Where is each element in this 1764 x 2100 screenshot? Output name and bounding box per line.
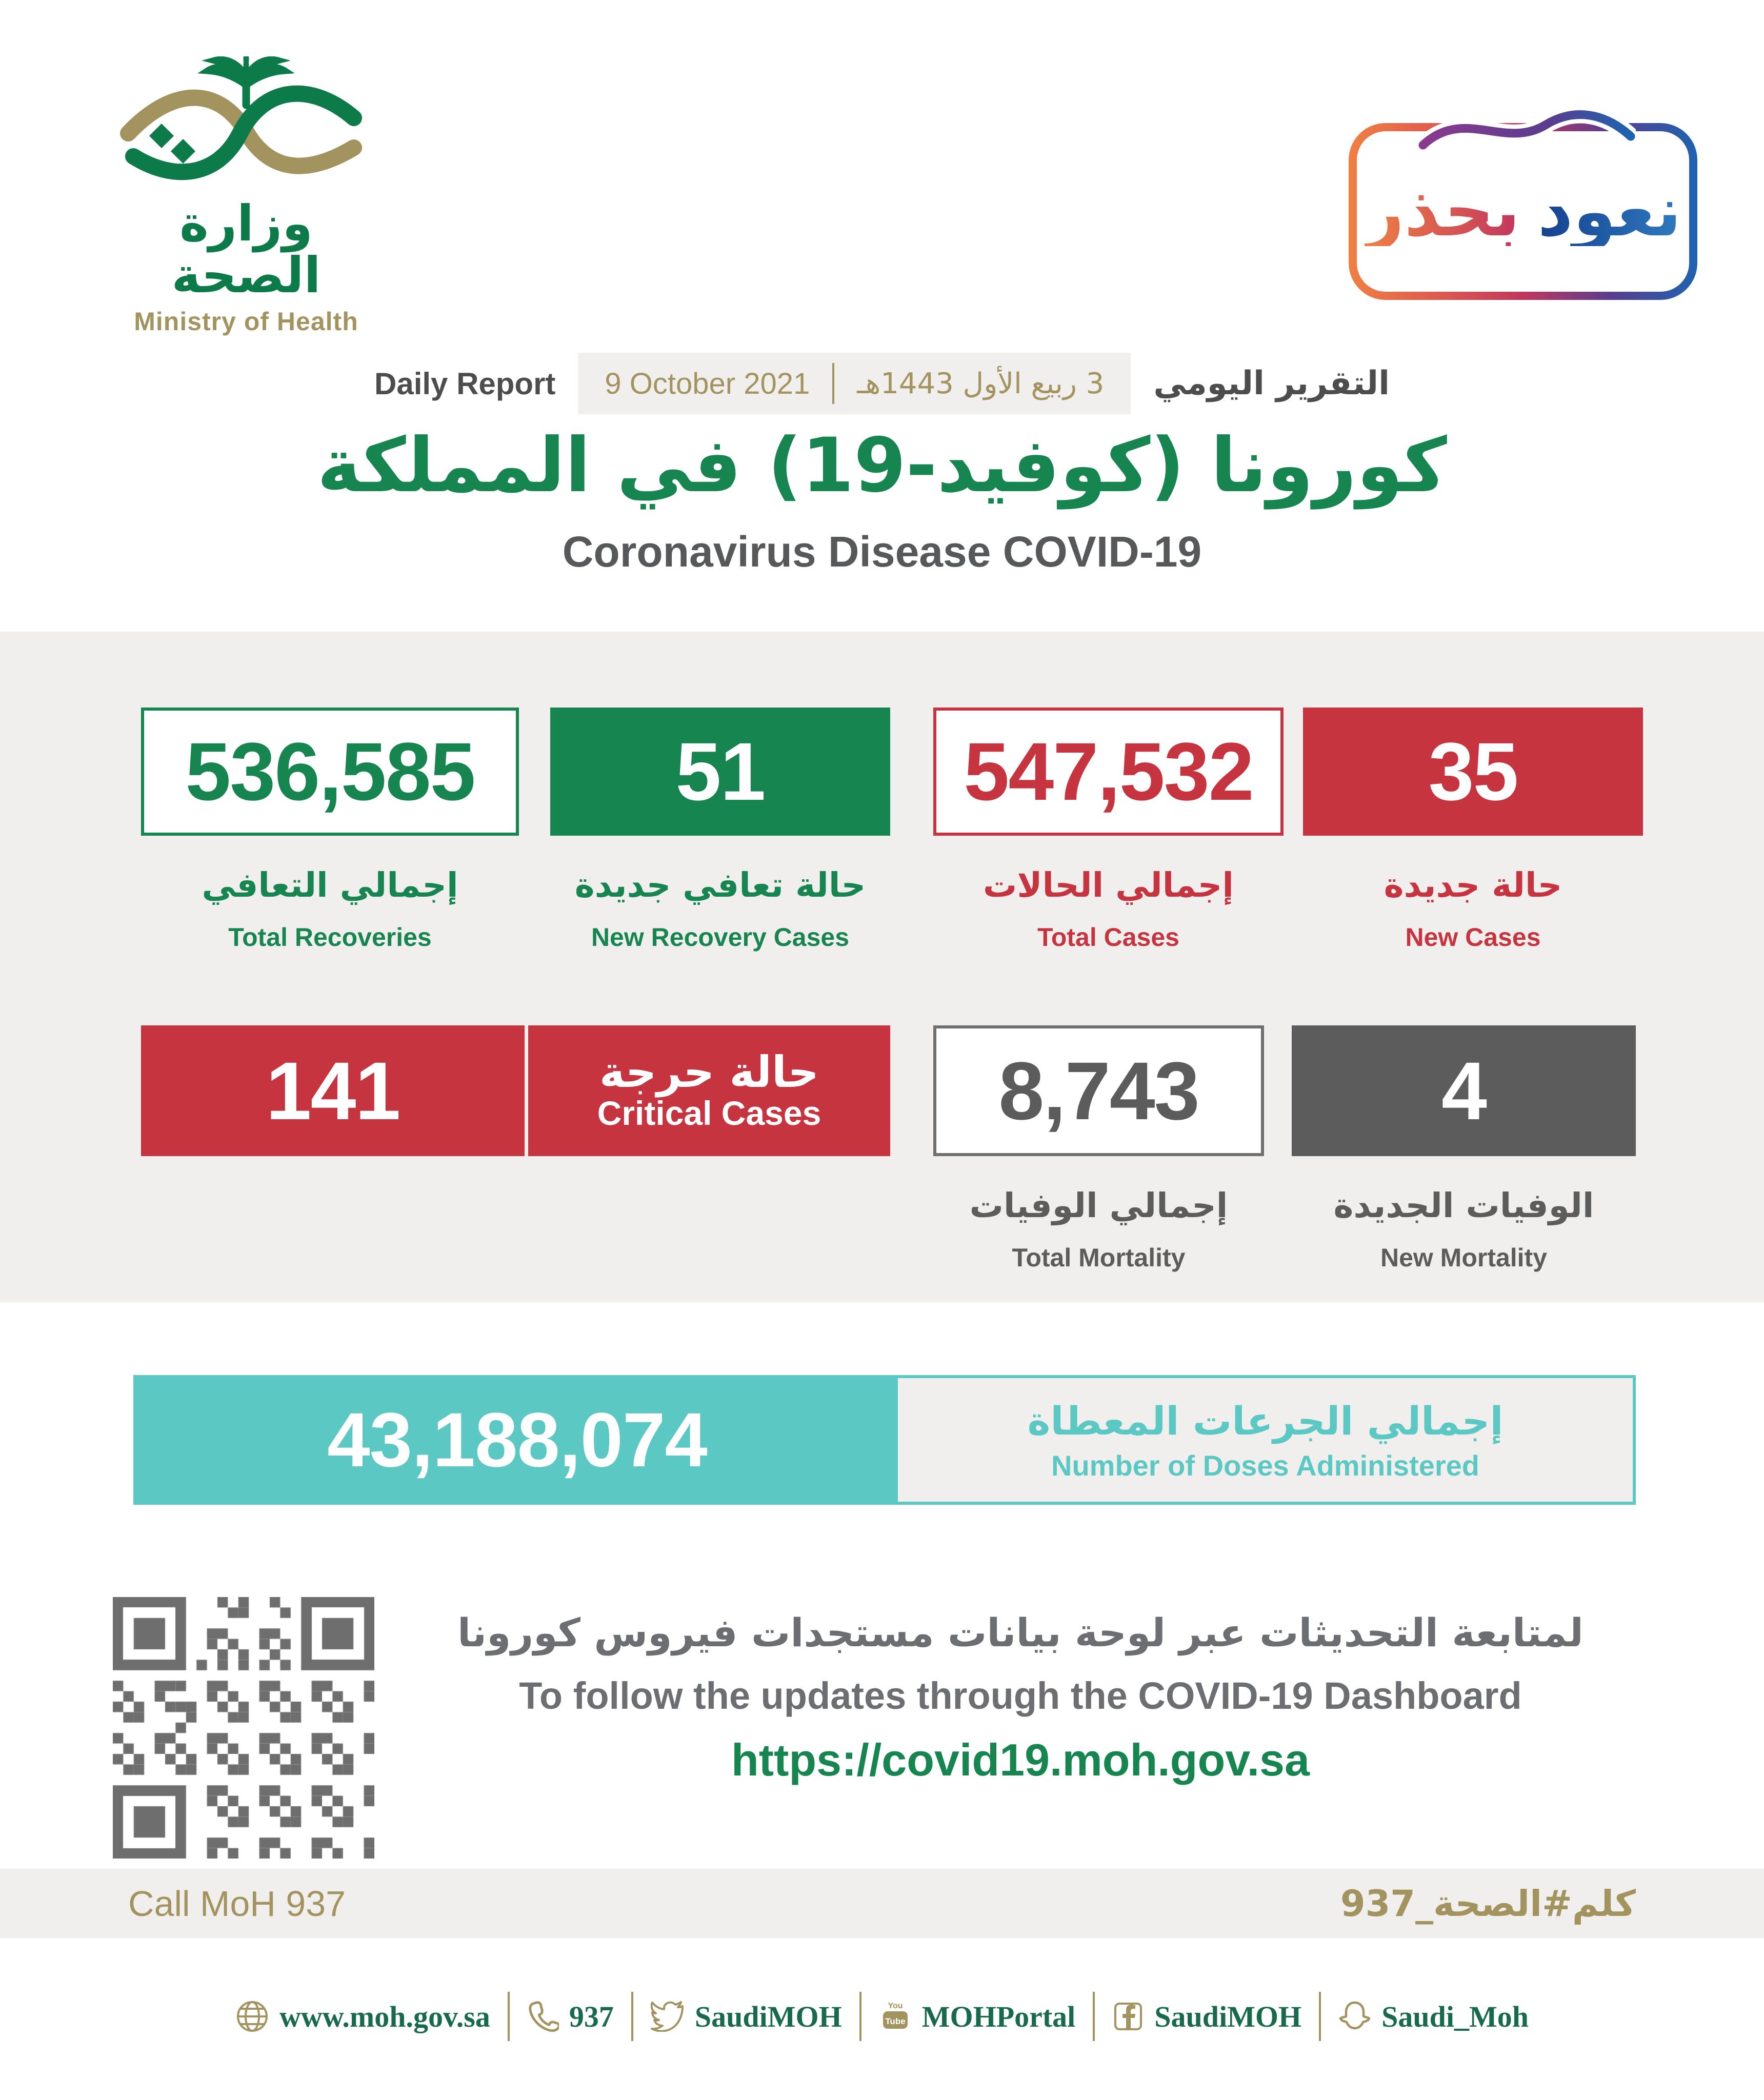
stat-new-mortality — [1292, 1025, 1636, 1273]
doses-value-block — [136, 1378, 898, 1502]
footer-separator — [631, 1992, 633, 2041]
footer-item-website[interactable] — [235, 2000, 490, 2034]
total-recoveries-label-ar: إجمالي التعافي — [202, 865, 458, 905]
stat-total-cases — [933, 708, 1284, 952]
snapchat-icon — [1338, 2001, 1371, 2032]
total-mortality-box — [933, 1025, 1264, 1156]
youtube-icon — [879, 2000, 912, 2033]
footer-snapchat-label: Saudi_Moh — [1381, 2000, 1529, 2033]
date-divider — [832, 363, 834, 404]
footer-phone-label: 937 — [569, 2000, 614, 2033]
doses-label-block — [898, 1378, 1633, 1502]
doses-label-en: Number of Doses Administered — [1051, 1449, 1479, 1482]
new-cases-label-en: New Cases — [1405, 923, 1541, 952]
footer-separator — [1093, 1992, 1095, 2041]
footer-separator — [859, 1992, 861, 2041]
ministry-name-arabic: وزارة الصحة — [171, 195, 321, 304]
new-mortality-value: 4 — [1441, 1044, 1486, 1137]
ministry-name-english: Ministry of Health — [134, 307, 358, 336]
report-date-line — [0, 353, 1764, 414]
daily-report-label-en: Daily Report — [374, 366, 556, 401]
total-recoveries-box — [141, 708, 519, 836]
stat-new-recoveries — [550, 708, 890, 952]
new-mortality-label-en: New Mortality — [1380, 1243, 1548, 1272]
new-recoveries-label-ar: حالة تعافي جديدة — [574, 865, 866, 905]
total-cases-label-en: Total Cases — [1037, 923, 1179, 952]
svg-text:Tube: Tube — [885, 2016, 906, 2026]
doses-value: 43,188,074 — [327, 1397, 707, 1483]
new-cases-label-ar: حالة جديدة — [1384, 865, 1562, 905]
badge-swoosh-icon — [1415, 96, 1636, 163]
new-recoveries-value: 51 — [675, 725, 765, 817]
gregorian-date: 9 October 2021 — [605, 367, 810, 400]
new-recoveries-label-en: New Recovery Cases — [591, 923, 850, 952]
svg-text:You: You — [888, 2002, 903, 2010]
footer-twitter-label: SaudiMOH — [694, 2000, 842, 2033]
globe-icon — [235, 2000, 269, 2033]
total-cases-value: 547,532 — [964, 725, 1253, 817]
stat-new-cases — [1303, 708, 1643, 952]
footer-item-twitter[interactable] — [651, 2000, 842, 2034]
phone-icon — [527, 2001, 559, 2032]
qr-code — [113, 1597, 374, 1859]
new-cases-box — [1303, 708, 1643, 836]
total-cases-label-ar: إجمالي الحالات — [983, 865, 1234, 905]
critical-label-ar: حالة حرجة — [599, 1047, 819, 1098]
call-moh-english: Call MoH 937 — [128, 1883, 346, 1924]
footer-contact-row — [0, 1992, 1764, 2041]
moh-logo-icon — [113, 56, 379, 195]
call-moh-arabic: كلم#الصحة_937 — [1340, 1882, 1636, 1925]
page-title-english: Coronavirus Disease COVID-19 — [562, 528, 1202, 576]
critical-label-en: Critical Cases — [597, 1094, 821, 1133]
footer-item-phone[interactable] — [527, 2000, 614, 2034]
badge-word-warm: بحذر — [1364, 171, 1520, 252]
footer-separator — [508, 1992, 510, 2041]
footer-facebook-label: SaudiMOH — [1154, 2000, 1302, 2033]
moh-logo — [97, 56, 395, 336]
footer-item-facebook[interactable] — [1112, 2000, 1301, 2034]
total-mortality-label-en: Total Mortality — [1012, 1243, 1186, 1272]
dashboard-url-link[interactable]: https://covid19.moh.gov.sa — [731, 1734, 1310, 1785]
new-mortality-label-ar: الوفيات الجديدة — [1333, 1186, 1594, 1225]
stat-critical-value — [141, 1025, 525, 1156]
total-recoveries-value: 536,585 — [185, 725, 475, 817]
stat-total-mortality — [933, 1025, 1264, 1273]
critical-value: 141 — [266, 1044, 400, 1137]
doses-label-ar: إجمالي الجرعات المعطاة — [1027, 1398, 1504, 1444]
total-cases-box — [933, 708, 1284, 836]
total-mortality-label-ar: إجمالي الوفيات — [969, 1186, 1228, 1225]
hijri-date: 3 ربيع الأول 1443هـ — [857, 367, 1105, 400]
page-title-arabic: كورونا (كوفيد-19) في المملكة — [317, 422, 1447, 509]
total-recoveries-label-en: Total Recoveries — [228, 923, 432, 952]
new-recoveries-box — [550, 708, 890, 836]
doses-administered-bar — [133, 1375, 1636, 1505]
call-moh-band — [0, 1869, 1764, 1938]
dashboard-text-en: To follow the updates through the COVID-19 Dashboard — [519, 1674, 1522, 1717]
twitter-icon — [651, 2001, 685, 2032]
footer-youtube-label: MOHPortal — [921, 2000, 1076, 2033]
footer-website-label: www.moh.gov.sa — [279, 2000, 490, 2033]
total-mortality-value: 8,743 — [998, 1044, 1199, 1137]
footer-separator — [1319, 1992, 1321, 2041]
footer-item-youtube[interactable] — [879, 2000, 1076, 2034]
new-mortality-box — [1292, 1025, 1636, 1156]
dashboard-info — [390, 1610, 1651, 1786]
facebook-icon — [1112, 2001, 1144, 2032]
date-box — [578, 353, 1131, 414]
critical-label-box — [528, 1025, 890, 1156]
daily-report-label-ar: التقرير اليومي — [1153, 365, 1390, 402]
footer-item-snapchat[interactable] — [1338, 2000, 1529, 2034]
return-with-caution-badge — [1349, 123, 1697, 300]
critical-value-box — [141, 1025, 525, 1156]
stat-critical-label — [528, 1025, 890, 1156]
badge-word-blue: نعود — [1537, 171, 1682, 252]
dashboard-text-ar: لمتابعة التحديثات عبر لوحة بيانات مستجدات فيروس كورونا — [457, 1610, 1583, 1655]
new-cases-value: 35 — [1428, 725, 1518, 817]
stat-total-recoveries — [141, 708, 519, 952]
